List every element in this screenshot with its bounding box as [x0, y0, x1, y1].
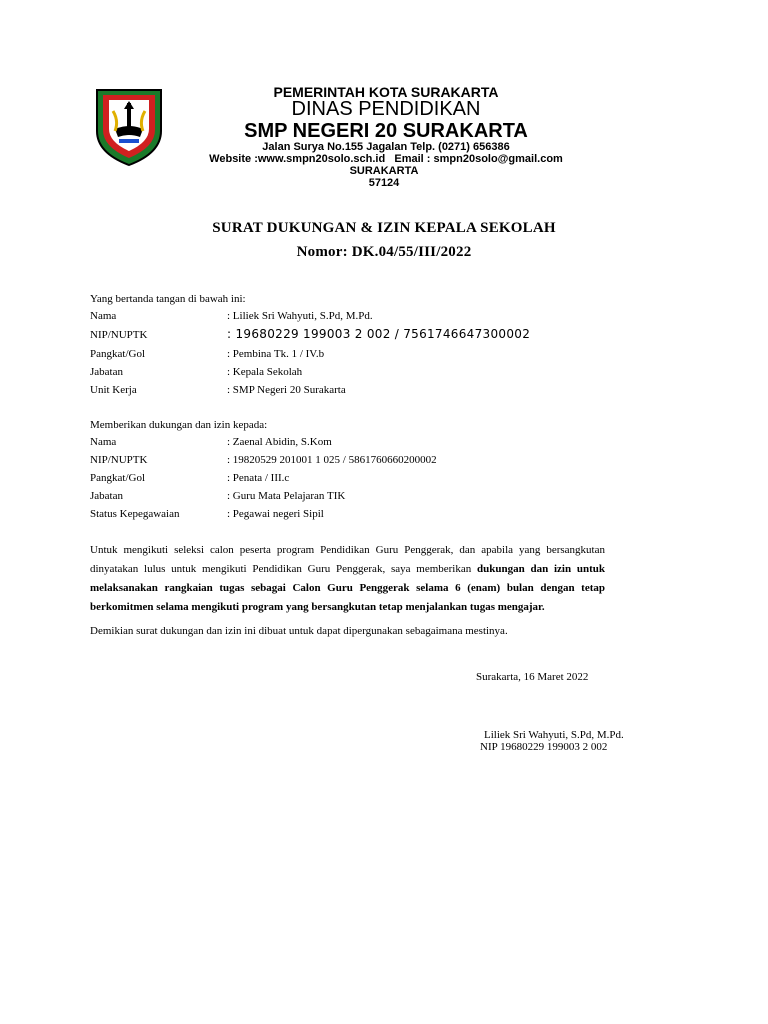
field-value: : Penata / III.c	[227, 472, 290, 484]
field-label: NIP/NUPTK	[90, 329, 148, 341]
school-name: SMP NEGERI 20 SURAKARTA	[244, 120, 528, 142]
field-value: : Liliek Sri Wahyuti, S.Pd, M.Pd.	[227, 310, 373, 322]
field-value: : 19680229 199003 2 002 / 7561746647300002	[227, 327, 531, 341]
field-label: Jabatan	[90, 366, 123, 378]
agency-name: DINAS PENDIDIKAN	[291, 98, 481, 120]
field-label: NIP/NUPTK	[90, 454, 148, 466]
field-value: : SMP Negeri 20 Surakarta	[227, 384, 346, 396]
letter-title: SURAT DUKUNGAN & IZIN KEPALA SEKOLAH	[212, 220, 556, 236]
field-value: : Zaenal Abidin, S.Kom	[227, 436, 332, 448]
field-label: Nama	[90, 436, 117, 448]
letter-number: Nomor: DK.04/55/III/2022	[296, 244, 472, 260]
support-paragraph	[90, 541, 605, 617]
field-label: Jabatan	[90, 490, 123, 502]
field-label: Pangkat/Gol	[90, 472, 145, 484]
closing-statement: Demikian surat dukungan dan izin ini dibuat untuk dapat dipergunakan sebagaimana mestinya.	[90, 625, 508, 637]
field-label: Pangkat/Gol	[90, 348, 145, 360]
field-label: Unit Kerja	[90, 384, 137, 396]
paragraph-bold-text: dukungan dan izin untuk melaksanakan rangkaian tugas sebagai Calon Guru Penggerak selama 6 (enam) bulan dengan tetap berkomitmen selama mengikuti program yang bersangkutan tetap menjalankan tugas mengajar.	[90, 563, 605, 613]
signature-nip: NIP 19680229 199003 2 002	[480, 741, 608, 753]
surakarta-emblem-logo	[93, 87, 165, 167]
signer-intro: Yang bertanda tangan di bawah ini:	[90, 293, 246, 305]
paragraph-normal-text: Untuk mengikuti seleksi calon peserta program Pendidikan Guru Penggerak, dan apabila yang bersangkutan dinyatakan lulus untuk mengikuti Pendidikan Guru Penggerak, saya memberikan	[90, 544, 605, 575]
signature-name: Liliek Sri Wahyuti, S.Pd, M.Pd.	[484, 729, 624, 741]
postal-code: 57124	[368, 177, 400, 189]
field-label: Status Kepegawaian	[90, 508, 180, 520]
field-value: : Pegawai negeri Sipil	[227, 508, 324, 520]
field-value: : 19820529 201001 1 025 / 5861760660200002	[227, 454, 437, 466]
school-address: Jalan Surya No.155 Jagalan Telp. (0271) 656386	[262, 141, 510, 153]
field-label: Nama	[90, 310, 117, 322]
field-value: : Kepala Sekolah	[227, 366, 303, 378]
field-value: : Pembina Tk. 1 / IV.b	[227, 348, 325, 360]
school-city: SURAKARTA	[349, 165, 419, 177]
school-web-email: Website :www.smpn20solo.sch.id Email : smpn20solo@gmail.com	[209, 153, 563, 165]
gov-name: PEMERINTAH KOTA SURAKARTA	[273, 84, 499, 100]
field-value: : Guru Mata Pelajaran TIK	[227, 490, 346, 502]
recipient-intro: Memberikan dukungan dan izin kepada:	[90, 419, 268, 431]
place-date: Surakarta, 16 Maret 2022	[476, 671, 589, 683]
